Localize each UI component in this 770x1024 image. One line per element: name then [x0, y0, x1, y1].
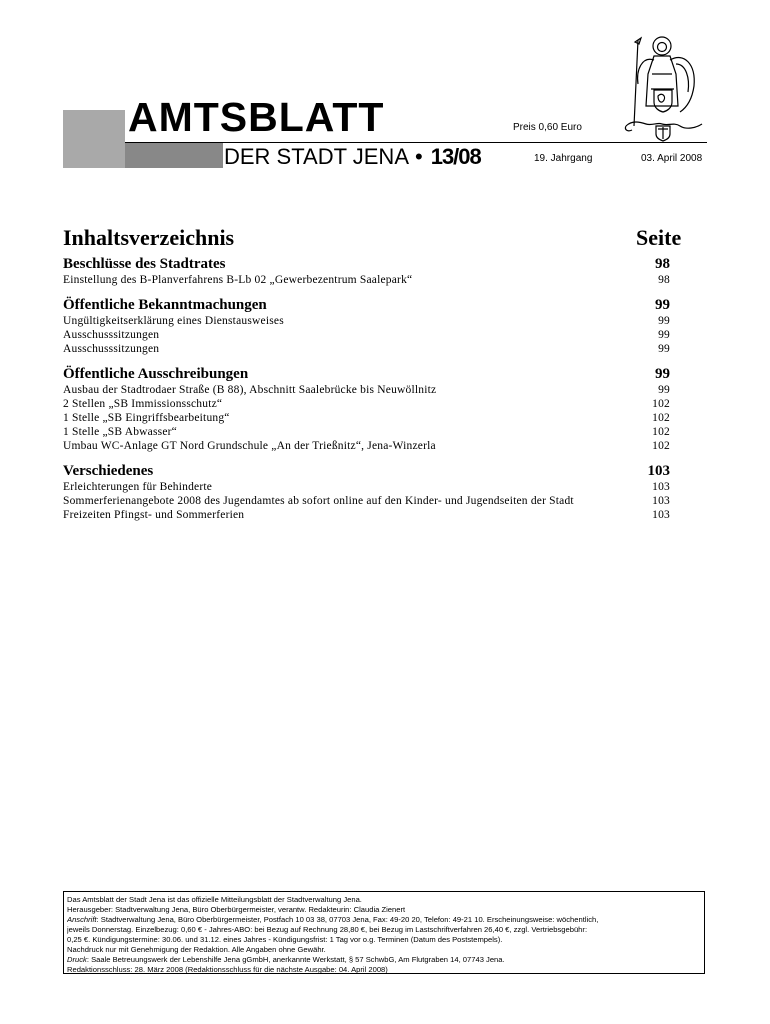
toc-entry	[63, 383, 670, 397]
toc-entry-text: Ausschusssitzungen	[63, 329, 160, 341]
imprint-print: : Saale Betreuungswerk der Lebenshilfe Jena gGmbH, anerkannte Werkstatt, § 57 SchwbG, Am Flutgraben 14, 07743 Jena.	[86, 955, 505, 964]
toc-section-page: 99	[655, 297, 670, 313]
imprint-print-label: Druck	[67, 955, 87, 964]
toc-entry-text: Sommerferienangebote 2008 des Jugendamtes ab sofort online auf den Kinder- und Jugendseiten der Stadt	[63, 495, 574, 507]
toc-entry-text: Umbau WC-Anlage GT Nord Grundschule „An der Trießnitz“, Jena-Winzerla	[63, 440, 436, 452]
toc-entry-text: Einstellung des B-Planverfahrens B-Lb 02 „Gewerbezentrum Saalepark“	[63, 274, 413, 286]
coat-of-arms-icon	[618, 34, 710, 144]
toc-entry	[63, 397, 670, 411]
toc-section-heading	[63, 256, 670, 273]
toc-entry	[63, 425, 670, 439]
toc-entry	[63, 342, 670, 356]
toc-entry-page: 103	[652, 495, 670, 507]
toc-entry	[63, 314, 670, 328]
toc-entry	[63, 508, 670, 522]
toc-entry-page: 103	[652, 481, 670, 493]
imprint-line: Das Amtsblatt der Stadt Jena ist das offizielle Mitteilungsblatt der Stadtverwaltung Jena.	[67, 895, 362, 904]
toc-section-title: Verschiedenes	[63, 463, 154, 479]
toc-section-page: 103	[647, 463, 670, 479]
volume-label: 19. Jahrgang	[534, 153, 593, 164]
toc-entry-page: 102	[652, 412, 670, 424]
toc-entry-text: 2 Stellen „SB Immissionsschutz“	[63, 398, 223, 410]
masthead-gray-bar	[125, 143, 223, 168]
toc-section-title: Beschlüsse des Stadtrates	[63, 256, 226, 272]
toc-entry	[63, 411, 670, 425]
toc-entry	[63, 273, 670, 287]
toc-section	[63, 256, 670, 287]
masthead-gray-block	[63, 110, 125, 168]
issue-date: 03. April 2008	[641, 153, 703, 164]
toc-section-title: Öffentliche Ausschreibungen	[63, 366, 249, 382]
imprint-line: 0,25 €. Kündigungstermine: 30.06. und 31.12. eines Jahres - Kündigungsfrist: 1 Tag vor o.g. Terminen (Datum des Poststempels).	[67, 935, 503, 944]
toc-entry	[63, 439, 670, 453]
masthead-subtitle-line	[224, 144, 481, 170]
toc-section	[63, 366, 670, 453]
toc-entry	[63, 480, 670, 494]
toc-page-heading: Seite	[636, 225, 682, 250]
toc-entry-text: Ungültigkeitserklärung eines Dienstausweises	[63, 315, 284, 327]
toc-section-heading	[63, 463, 670, 480]
toc-section-title: Öffentliche Bekanntmachungen	[63, 297, 267, 313]
toc-entry-page: 103	[652, 509, 670, 521]
price-label: Preis 0,60 Euro	[513, 122, 582, 133]
toc-section-page: 99	[655, 366, 670, 382]
imprint-line: Redaktionsschluss: 28. März 2008 (Redaktionsschluss für die nächste Ausgabe: 04. April 2008)	[67, 965, 388, 974]
toc-entry-text: Erleichterungen für Behinderte	[63, 481, 213, 493]
toc-entry-page: 99	[658, 384, 670, 396]
toc-entry-page: 99	[658, 329, 670, 341]
masthead-subtitle: DER STADT JENA	[224, 144, 409, 169]
imprint-line: Nachdruck nur mit Genehmigung der Redaktion. Alle Angaben ohne Gewähr.	[67, 945, 326, 954]
imprint-box	[63, 891, 705, 974]
imprint-address-label: Anschrift	[67, 915, 97, 924]
masthead-title: AMTSBLATT	[128, 94, 385, 140]
toc-entry-text: Freizeiten Pfingst- und Sommerferien	[63, 509, 245, 521]
imprint-address: : Stadtverwaltung Jena, Büro Oberbürgermeister, Postfach 10 03 38, 07703 Jena, Fax: 49-20 20, Telefon: 49-21 10. Erscheinungsweise: wöchentlich,	[96, 915, 599, 924]
imprint-line	[67, 955, 701, 965]
toc-entry-page: 102	[652, 426, 670, 438]
toc-entry-page: 102	[652, 440, 670, 452]
issue-number: 13/08	[430, 144, 481, 169]
toc-section-heading	[63, 366, 670, 383]
toc-section-heading	[63, 297, 670, 314]
imprint-line: Herausgeber: Stadtverwaltung Jena, Büro Oberbürgermeister, verantw. Redakteurin: Claudia Zienert	[67, 905, 406, 914]
toc-entry-page: 98	[658, 274, 670, 286]
toc-entry-text: Ausschusssitzungen	[63, 343, 160, 355]
toc-entry-text: 1 Stelle „SB Abwasser“	[63, 426, 177, 438]
toc-entry	[63, 328, 670, 342]
toc-entry-page: 99	[658, 315, 670, 327]
toc-entry-text: 1 Stelle „SB Eingriffsbearbeitung“	[63, 412, 230, 424]
toc-entry-page: 102	[652, 398, 670, 410]
toc-entry-page: 99	[658, 343, 670, 355]
toc-entry-text: Ausbau der Stadtrodaer Straße (B 88), Abschnitt Saalebrücke bis Neuwöllnitz	[63, 384, 437, 396]
toc-section-page: 98	[655, 256, 670, 272]
imprint-line	[67, 915, 701, 925]
imprint-line: jeweils Donnerstag. Einzelbezug: 0,60 € - Jahres-ABO: bei Bezug auf Rechnung 28,80 €, bei Bezug im Lastschriftverfahren 26,40 €, zzgl. Vertriebsgebühr:	[67, 925, 588, 934]
toc-section	[63, 297, 670, 356]
toc-list	[63, 256, 670, 526]
toc-entry	[63, 494, 670, 508]
toc-title: Inhaltsverzeichnis	[63, 225, 235, 250]
masthead-separator: •	[415, 144, 423, 169]
toc-section	[63, 463, 670, 522]
